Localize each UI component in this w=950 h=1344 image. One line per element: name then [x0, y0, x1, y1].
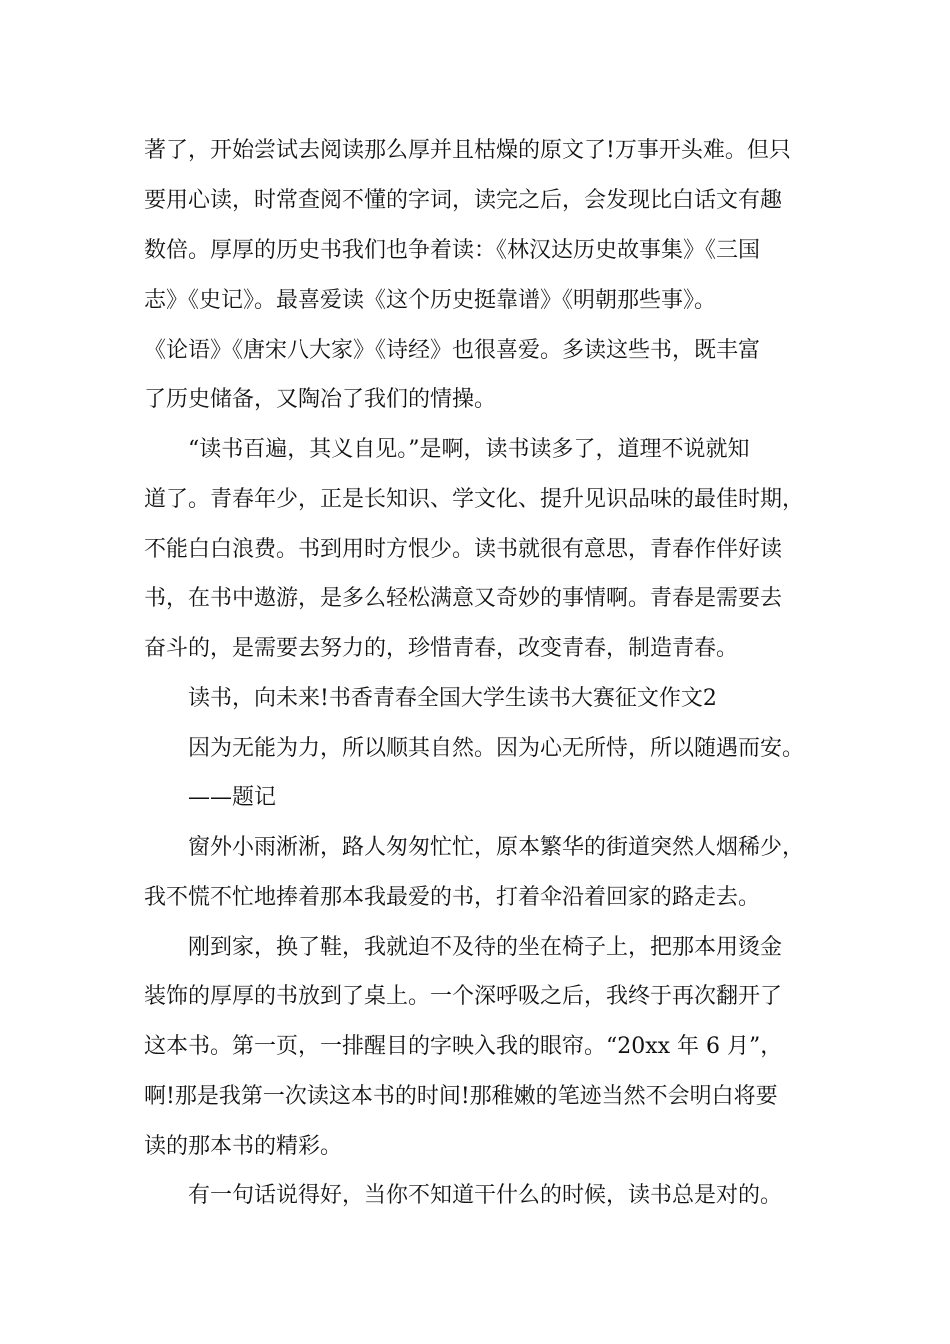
text-line-6: 了历史储备，又陶冶了我们的情操。	[144, 387, 497, 412]
text-line-18: 装饰的厚厚的书放到了桌上。一个深呼吸之后，我终于再次翻开了	[144, 984, 783, 1009]
text-line-21: 读的那本书的精彩。	[144, 1134, 343, 1159]
text-line-4: 志》《史记》。最喜爱读《这个历史挺靠谱》《明朝那些事》。	[144, 288, 717, 313]
text-line-20: 啊!那是我第一次读这本书的时间!那稚嫩的笔迹当然不会明白将要	[144, 1084, 778, 1109]
text-line-2: 要用心读，时常查阅不懂的字词，读完之后，会发现比白话文有趣	[144, 188, 783, 213]
text-line-11: 奋斗的，是需要去努力的，珍惜青春，改变青春，制造青春。	[144, 636, 739, 661]
text-line-9: 不能白白浪费。书到用时方恨少。读书就很有意思，青春作伴好读	[144, 537, 783, 562]
text-line-8: 道了。青春年少，正是长知识、学文化、提升见识品味的最佳时期，	[144, 487, 805, 512]
text-line-22: 有一句话说得好，当你不知道干什么的时候，读书总是对的。	[188, 1183, 783, 1208]
epigraph: 因为无能为力，所以顺其自然。因为心无所恃，所以随遇而安。	[188, 736, 805, 761]
text-line-3: 数倍。厚厚的历史书我们也争着读：《林汉达历史故事集》《三国	[144, 238, 761, 263]
epigraph-attribution: ——题记	[188, 785, 277, 810]
text-line-5: 《论语》《唐宋八大家》《诗经》也很喜爱。多读这些书，既丰富	[144, 338, 761, 363]
text-line-10: 书，在书中遨游，是多么轻松满意又奇妙的事情啊。青春是需要去	[144, 586, 783, 611]
text-line-16: 我不慌不忙地捧着那本我最爱的书，打着伞沿着回家的路走去。	[144, 885, 761, 910]
text-line-1: 著了，开始尝试去阅读那么厚并且枯燥的原文了!万事开头难。但只	[144, 138, 791, 163]
text-line-19: 这本书。第一页，一排醒目的字映入我的眼帘。“20xx 年 6 月”，	[144, 1034, 783, 1059]
text-line-15: 窗外小雨淅淅，路人匆匆忙忙，原本繁华的街道突然人烟稀少，	[188, 835, 805, 860]
section-heading: 读书，向未来!书香青春全国大学生读书大赛征文作文2	[188, 686, 717, 711]
text-line-17: 刚到家，换了鞋，我就迫不及待的坐在椅子上，把那本用烫金	[188, 935, 783, 960]
text-line-7: “读书百遍，其义自见。”是啊，读书读多了，道理不说就知	[188, 437, 750, 462]
